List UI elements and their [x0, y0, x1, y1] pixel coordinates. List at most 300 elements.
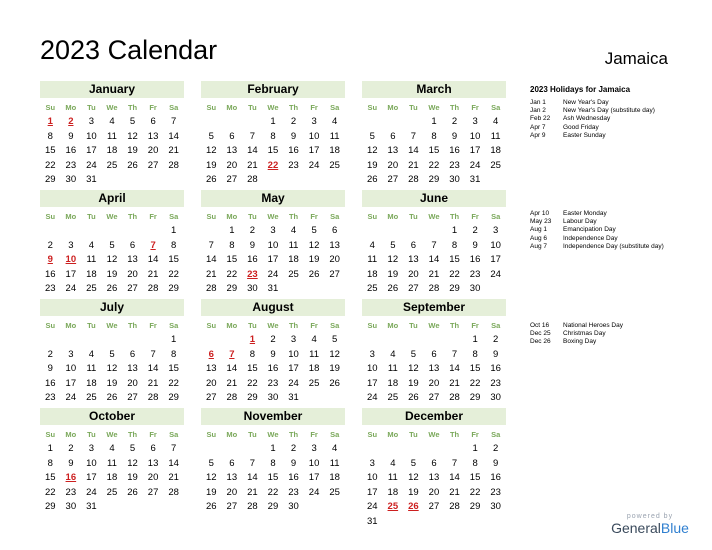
week-row — [362, 457, 506, 472]
day-cell: 8 — [229, 239, 235, 251]
month-august — [201, 299, 345, 406]
empty-cell — [122, 500, 143, 515]
day-cell: 24 — [86, 159, 97, 171]
holiday-date-label: Feb 22 — [530, 115, 551, 123]
day-cell: 29 — [469, 501, 481, 512]
weekday-label: We — [106, 321, 118, 330]
month-july — [40, 299, 184, 420]
month-header: May — [201, 190, 345, 207]
empty-cell — [102, 333, 123, 348]
empty-cell — [143, 224, 164, 239]
empty-cell — [383, 515, 404, 530]
weekday-label: Sa — [491, 103, 501, 112]
day-cell: 2 — [493, 443, 499, 454]
day-cell: 9 — [493, 348, 499, 360]
empty-cell — [201, 442, 222, 457]
day-cell: 28 — [428, 283, 440, 294]
day-cell: 20 — [387, 159, 399, 171]
day-cell: 4 — [332, 443, 338, 454]
day-cell: 15 — [267, 472, 279, 483]
weekday-label: Fr — [471, 212, 479, 221]
weekday-label: Mo — [387, 103, 399, 112]
day-cell: 8 — [270, 130, 276, 142]
week-row — [362, 391, 506, 406]
day-cell: 8 — [431, 130, 437, 142]
day-cell: 14 — [168, 130, 179, 142]
empty-cell — [222, 333, 243, 348]
holiday-list-group-1 — [530, 99, 705, 140]
weekday-label: Fr — [149, 430, 157, 439]
month-header: July — [40, 299, 184, 316]
empty-cell — [122, 173, 143, 188]
weekday-label: Su — [206, 103, 217, 112]
weekday-label: Su — [45, 321, 56, 330]
brand-general: General — [611, 520, 661, 536]
month-header: March — [362, 81, 506, 98]
day-cell: 10 — [288, 348, 299, 360]
empty-cell — [122, 224, 143, 239]
day-cell: 4 — [493, 116, 499, 127]
week-row — [362, 224, 506, 239]
day-cell: 26 — [366, 174, 378, 185]
day-cell: 29 — [44, 501, 56, 512]
day-cell: 21 — [147, 377, 159, 389]
weekday-label: We — [267, 430, 279, 439]
day-cell: 22 — [226, 268, 238, 280]
empty-cell — [81, 333, 102, 348]
holiday-date: 26 — [408, 501, 419, 512]
weekday-label: Th — [127, 430, 138, 439]
day-cell: 20 — [226, 486, 238, 498]
day-cell: 24 — [469, 159, 481, 171]
day-cell: 4 — [109, 116, 115, 127]
day-cell: 27 — [428, 392, 440, 403]
day-cell: 17 — [366, 486, 378, 498]
empty-cell — [383, 224, 404, 239]
week-row — [362, 348, 506, 363]
weekday-row — [201, 100, 345, 115]
day-cell: 11 — [86, 254, 97, 265]
holiday-date-label: Aug 7 — [530, 242, 547, 250]
day-cell: 16 — [490, 363, 501, 374]
day-cell: 19 — [205, 486, 217, 498]
weekday-row — [362, 209, 506, 224]
week-row — [201, 457, 345, 472]
day-cell: 25 — [308, 377, 320, 389]
day-cell: 11 — [387, 472, 398, 483]
weekday-label: Th — [127, 212, 138, 221]
day-cell: 8 — [47, 130, 53, 142]
day-cell: 12 — [127, 457, 138, 469]
day-cell: 2 — [249, 225, 256, 236]
week-row — [40, 130, 184, 145]
day-cell: 27 — [127, 392, 138, 403]
day-cell: 17 — [65, 268, 77, 280]
day-cell: 12 — [387, 254, 399, 265]
day-cell: 17 — [65, 377, 77, 389]
weekday-label: Sa — [330, 321, 340, 330]
weekday-label: Tu — [87, 430, 96, 439]
day-cell: 23 — [490, 377, 501, 389]
weekday-label: We — [428, 430, 440, 439]
day-cell: 15 — [44, 145, 56, 156]
day-cell: 20 — [205, 377, 217, 389]
weekday-label: Fr — [310, 321, 318, 330]
weekday-label: Mo — [387, 430, 399, 439]
day-cell: 10 — [308, 457, 320, 469]
day-cell: 18 — [490, 145, 501, 156]
day-cell: 17 — [288, 363, 299, 374]
holiday-name: Ash Wednesday — [563, 115, 611, 123]
day-cell: 13 — [226, 145, 238, 156]
day-cell: 25 — [106, 486, 118, 498]
day-cell: 25 — [106, 159, 118, 171]
day-cell: 5 — [311, 225, 317, 236]
day-cell: 26 — [308, 268, 320, 280]
day-cell: 26 — [387, 283, 399, 294]
weekday-row — [362, 100, 506, 115]
day-cell: 15 — [44, 472, 56, 483]
day-cell: 13 — [205, 363, 217, 374]
holiday-name: Easter Sunday — [563, 131, 606, 139]
day-cell: 13 — [127, 254, 138, 265]
day-cell: 6 — [390, 130, 396, 142]
empty-cell — [143, 333, 164, 348]
day-cell: 19 — [127, 472, 138, 483]
day-cell: 20 — [147, 472, 159, 483]
week-row — [40, 362, 184, 377]
weekday-label: We — [267, 103, 279, 112]
day-cell: 16 — [267, 363, 279, 374]
day-cell: 10 — [308, 130, 320, 142]
day-cell: 5 — [410, 457, 417, 469]
empty-cell — [444, 442, 465, 457]
holiday-item — [530, 243, 705, 251]
day-cell: 12 — [205, 145, 217, 156]
holiday-date-label: Dec 26 — [530, 338, 551, 346]
holiday-date: 2 — [68, 116, 74, 127]
weekday-row — [362, 427, 506, 442]
weekday-label: Mo — [387, 212, 399, 221]
weekday-label: Su — [367, 212, 378, 221]
week-row — [40, 253, 184, 268]
week-row — [40, 333, 184, 348]
empty-cell — [201, 224, 222, 239]
day-cell: 29 — [44, 174, 56, 185]
day-cell: 27 — [329, 268, 340, 280]
day-cell: 17 — [86, 472, 97, 483]
day-cell: 27 — [408, 283, 419, 294]
empty-cell — [242, 442, 263, 457]
day-cell: 10 — [86, 457, 97, 469]
day-cell: 14 — [205, 254, 217, 265]
empty-cell — [201, 115, 222, 130]
empty-cell — [485, 282, 506, 297]
day-cell: 16 — [469, 254, 481, 265]
day-cell: 25 — [288, 268, 299, 280]
day-cell: 28 — [226, 392, 238, 403]
week-row — [201, 144, 345, 159]
empty-cell — [304, 173, 325, 188]
day-cell: 7 — [451, 348, 458, 360]
day-cell: 2 — [47, 239, 53, 251]
week-row — [362, 377, 506, 392]
holiday-name: New Year's Day (substitute day) — [563, 107, 655, 115]
day-cell: 7 — [431, 239, 437, 251]
month-february — [201, 81, 345, 188]
weekday-label: Fr — [149, 212, 157, 221]
week-row — [201, 391, 345, 406]
day-cell: 29 — [469, 392, 481, 403]
day-cell: 2 — [451, 116, 458, 127]
empty-cell — [163, 173, 184, 188]
week-row — [362, 442, 506, 457]
day-cell: 30 — [65, 501, 77, 512]
month-header: June — [362, 190, 506, 207]
week-row — [40, 282, 184, 297]
weekday-label: Fr — [310, 430, 318, 439]
day-cell: 16 — [288, 145, 299, 156]
holiday-date-label: Oct 16 — [530, 322, 550, 329]
holiday-date-label: Apr 9 — [530, 131, 546, 139]
week-row — [201, 362, 345, 377]
day-cell: 6 — [410, 239, 417, 251]
day-cell: 13 — [387, 145, 399, 156]
day-cell: 22 — [267, 486, 279, 498]
weekday-label: Sa — [330, 212, 340, 221]
week-row — [362, 471, 506, 486]
day-cell: 23 — [490, 486, 501, 498]
day-cell: 21 — [147, 268, 159, 280]
day-cell: 22 — [428, 159, 440, 171]
day-cell: 5 — [208, 130, 214, 142]
day-cell: 28 — [449, 501, 460, 512]
day-cell: 18 — [288, 254, 299, 265]
day-cell: 7 — [171, 443, 177, 454]
day-cell: 3 — [369, 457, 375, 469]
holiday-date: 16 — [65, 472, 77, 483]
day-cell: 11 — [329, 130, 340, 142]
weekday-label: We — [106, 103, 118, 112]
day-cell: 5 — [332, 334, 338, 345]
day-cell: 15 — [168, 363, 179, 374]
day-cell: 15 — [226, 254, 238, 265]
month-december — [362, 408, 506, 529]
week-row — [201, 500, 345, 515]
holiday-name: Labour Day — [563, 218, 597, 226]
holiday-name: Independence Day (substitute day) — [563, 242, 664, 250]
weekday-label: Mo — [65, 103, 77, 112]
day-cell: 30 — [267, 392, 279, 403]
day-cell: 14 — [147, 363, 159, 374]
day-cell: 27 — [147, 486, 159, 498]
day-cell: 1 — [431, 116, 437, 127]
weekday-label: Mo — [65, 430, 77, 439]
day-cell: 13 — [428, 472, 440, 483]
weekday-label: Th — [449, 430, 460, 439]
holiday-name: Christmas Day — [563, 330, 606, 338]
day-cell: 18 — [86, 268, 97, 280]
weekday-label: Sa — [169, 321, 179, 330]
week-row — [201, 333, 345, 348]
day-cell: 31 — [86, 174, 97, 185]
weekday-label: Sa — [330, 430, 340, 439]
day-cell: 27 — [428, 501, 440, 512]
country-name: Jamaica — [604, 49, 668, 68]
day-cell: 10 — [490, 239, 501, 251]
holiday-date: 9 — [47, 254, 53, 265]
weekday-label: Sa — [491, 430, 501, 439]
day-cell: 27 — [226, 174, 238, 185]
day-cell: 31 — [288, 392, 299, 403]
holiday-name: National Heroes Day — [563, 322, 623, 329]
empty-cell — [362, 442, 383, 457]
day-cell: 4 — [369, 239, 375, 251]
day-cell: 26 — [106, 392, 118, 403]
day-cell: 21 — [247, 486, 258, 498]
day-cell: 23 — [44, 392, 56, 403]
day-cell: 13 — [428, 363, 440, 374]
day-cell: 8 — [171, 239, 177, 251]
day-cell: 14 — [147, 254, 159, 265]
holiday-date-label: Aug 1 — [530, 226, 547, 234]
day-cell: 19 — [329, 363, 340, 374]
month-header: April — [40, 190, 184, 207]
day-cell: 19 — [387, 268, 399, 280]
day-cell: 31 — [86, 501, 97, 512]
day-cell: 18 — [329, 472, 340, 483]
day-cell: 23 — [288, 486, 299, 498]
weekday-label: Sa — [169, 103, 179, 112]
day-cell: 23 — [267, 377, 279, 389]
day-cell: 23 — [65, 159, 77, 171]
day-cell: 2 — [472, 225, 478, 236]
week-row — [201, 268, 345, 283]
day-cell: 5 — [129, 116, 136, 127]
holiday-item — [530, 132, 705, 140]
weekday-label: We — [106, 212, 118, 221]
day-cell: 27 — [205, 392, 217, 403]
day-cell: 20 — [408, 268, 419, 280]
day-cell: 7 — [171, 116, 177, 127]
day-cell: 24 — [490, 268, 501, 280]
empty-cell — [465, 515, 486, 530]
weekday-label: Su — [367, 430, 378, 439]
day-cell: 6 — [129, 348, 136, 360]
day-cell: 11 — [107, 457, 117, 469]
day-cell: 19 — [308, 254, 320, 265]
day-cell: 4 — [311, 334, 317, 345]
empty-cell — [403, 115, 424, 130]
day-cell: 5 — [390, 239, 396, 251]
day-cell: 14 — [449, 363, 460, 374]
day-cell: 29 — [449, 283, 460, 294]
weekday-label: Mo — [387, 321, 399, 330]
empty-cell — [143, 500, 164, 515]
day-cell: 2 — [68, 443, 74, 454]
week-row — [40, 391, 184, 406]
day-cell: 19 — [106, 268, 118, 280]
day-cell: 6 — [431, 457, 437, 469]
day-cell: 14 — [247, 472, 258, 483]
day-cell: 6 — [150, 116, 156, 127]
holiday-list-group-2 — [530, 210, 705, 251]
day-cell: 29 — [168, 392, 179, 403]
day-cell: 3 — [88, 116, 95, 127]
weekday-row — [40, 209, 184, 224]
day-cell: 7 — [249, 457, 256, 469]
week-row — [201, 377, 345, 392]
day-cell: 30 — [490, 501, 501, 512]
empty-cell — [424, 224, 445, 239]
empty-cell — [222, 115, 243, 130]
weekday-label: Su — [45, 212, 56, 221]
day-cell: 10 — [366, 363, 378, 374]
day-cell: 15 — [469, 363, 481, 374]
day-cell: 3 — [68, 239, 74, 251]
day-cell: 30 — [449, 174, 460, 185]
day-cell: 6 — [431, 348, 437, 360]
day-cell: 25 — [490, 159, 501, 171]
day-cell: 25 — [86, 283, 97, 294]
holiday-item — [530, 226, 705, 234]
day-cell: 28 — [168, 486, 179, 498]
week-row — [40, 348, 184, 363]
week-row — [201, 224, 345, 239]
day-cell: 21 — [449, 486, 460, 498]
weekday-label: We — [428, 321, 440, 330]
day-cell: 23 — [65, 486, 77, 498]
holiday-name: Independence Day — [563, 234, 618, 242]
week-row — [40, 457, 184, 472]
month-june — [362, 190, 506, 297]
day-cell: 31 — [366, 515, 378, 527]
day-cell: 15 — [449, 254, 460, 265]
day-cell: 10 — [267, 239, 279, 251]
day-cell: 2 — [290, 116, 297, 127]
day-cell: 14 — [247, 145, 258, 156]
day-cell: 2 — [493, 334, 499, 345]
day-cell: 27 — [387, 174, 399, 185]
weekday-label: Tu — [87, 212, 96, 221]
day-cell: 29 — [267, 501, 279, 512]
day-cell: 20 — [127, 268, 138, 280]
day-cell: 16 — [490, 472, 501, 483]
day-cell: 15 — [469, 472, 481, 483]
week-row — [40, 239, 184, 254]
holiday-list-group-3 — [530, 322, 705, 347]
day-cell: 25 — [86, 392, 97, 403]
day-cell: 21 — [428, 268, 440, 280]
month-january — [40, 81, 184, 188]
empty-cell — [40, 333, 61, 348]
holiday-date-label: Aug 6 — [530, 234, 547, 242]
day-cell: 11 — [86, 363, 97, 374]
weekday-label: We — [267, 321, 279, 330]
week-row — [362, 500, 506, 515]
day-cell: 26 — [408, 392, 419, 403]
day-cell: 18 — [86, 377, 97, 389]
day-cell: 11 — [367, 254, 378, 265]
week-row — [362, 282, 506, 297]
weekday-label: Sa — [491, 212, 501, 221]
holiday-date: 22 — [267, 159, 279, 171]
day-cell: 3 — [270, 225, 276, 236]
footer-logo[interactable] — [600, 513, 700, 536]
empty-cell — [324, 391, 345, 406]
day-cell: 21 — [247, 159, 258, 171]
day-cell: 22 — [247, 377, 258, 389]
